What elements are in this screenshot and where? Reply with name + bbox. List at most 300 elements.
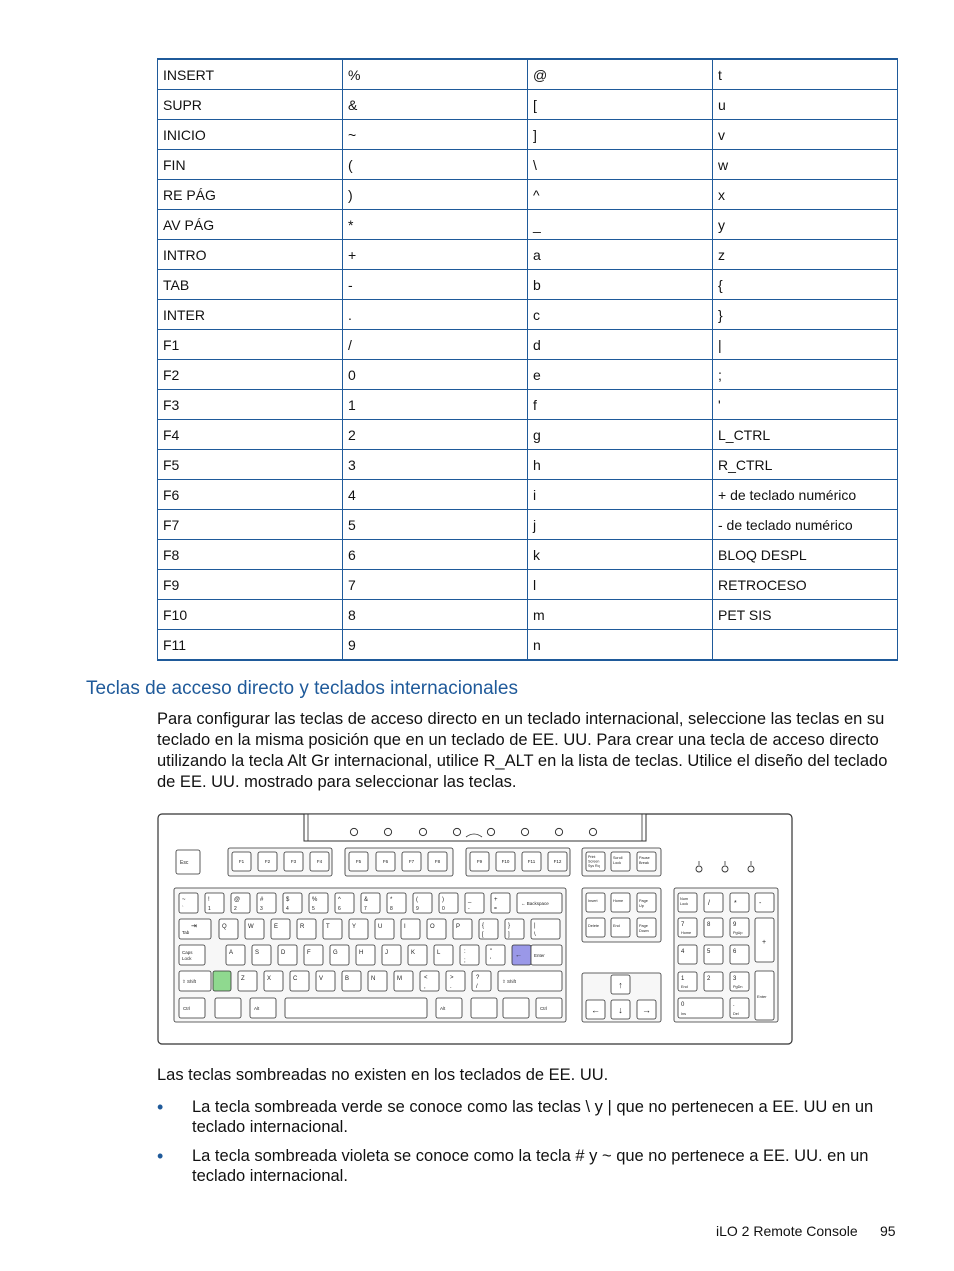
- key-numpad-enter: [755, 971, 774, 1020]
- key-legend: Enter: [534, 953, 545, 958]
- table-row: [158, 270, 898, 300]
- key-legend: N: [371, 976, 376, 982]
- key-number-row: [231, 893, 250, 913]
- key-legend: P: [456, 924, 461, 930]
- key-legend: .: [733, 1002, 735, 1008]
- table-row: [158, 360, 898, 390]
- table-cell: [713, 630, 898, 661]
- key-numpad-digit: [704, 918, 723, 937]
- key-legend: _: [468, 897, 472, 903]
- key-legend: Home: [613, 899, 624, 903]
- table-cell: e: [528, 360, 713, 390]
- key-legend: Pause: [639, 856, 650, 860]
- key-legend: 3: [733, 976, 737, 982]
- table-row: [158, 330, 898, 360]
- key-legend: 5: [707, 949, 711, 955]
- key-legend: PgDn: [733, 985, 743, 989]
- key-menu: [503, 998, 529, 1018]
- key-arrow-left: [586, 1000, 605, 1019]
- key-numpad-digit: [730, 945, 749, 964]
- keys-table-body: [158, 59, 898, 660]
- key-legend: Ctrl: [183, 1006, 190, 1011]
- key-f8: [428, 852, 447, 871]
- key-f9: [470, 852, 489, 871]
- key-shape: [472, 971, 491, 991]
- key-numpad-digit: [730, 918, 749, 937]
- table-cell: BLOQ DESPL: [713, 540, 898, 570]
- table-row: [158, 450, 898, 480]
- key-legend: 1: [208, 906, 211, 912]
- key-legend: (: [416, 897, 418, 903]
- key-shape: [471, 998, 497, 1018]
- key-legend: F8: [434, 859, 441, 864]
- key-punctuation: [486, 945, 505, 965]
- key-numpad-operator: [730, 893, 749, 912]
- key-insert: [586, 893, 605, 912]
- table-cell: c: [528, 300, 713, 330]
- key-legend: D: [281, 950, 286, 956]
- table-cell: b: [528, 270, 713, 300]
- key-legend: F10: [501, 859, 510, 864]
- key-backspace: [517, 893, 562, 913]
- table-cell: @: [528, 59, 713, 90]
- table-cell: \: [528, 150, 713, 180]
- key-punctuation: [420, 971, 439, 991]
- table-cell: u: [713, 90, 898, 120]
- key-legend: A: [229, 950, 234, 956]
- table-cell: INTER: [158, 300, 343, 330]
- table-cell: F11: [158, 630, 343, 661]
- key-letter: [323, 919, 342, 939]
- table-cell: F9: [158, 570, 343, 600]
- key-legend: Del: [733, 1012, 739, 1016]
- key-letter: [375, 919, 394, 939]
- table-cell: /: [343, 330, 528, 360]
- table-cell: _: [528, 210, 713, 240]
- key-f10: [496, 852, 515, 871]
- table-row: [158, 300, 898, 330]
- key-legend: ": [490, 949, 493, 955]
- key-shape: [285, 998, 427, 1018]
- key-number-row: [179, 893, 198, 913]
- table-cell: F4: [158, 420, 343, 450]
- key-legend: R: [300, 924, 305, 930]
- key-numpad-digit: [678, 972, 697, 991]
- key-legend: 7: [681, 922, 685, 928]
- key-legend: 3: [260, 906, 263, 912]
- key-legend: 6: [733, 949, 737, 955]
- table-cell: 3: [343, 450, 528, 480]
- key-legend: 0: [442, 906, 445, 912]
- key-legend: =: [494, 906, 497, 912]
- table-cell: m: [528, 600, 713, 630]
- key-legend: !: [208, 897, 210, 903]
- table-cell: g: [528, 420, 713, 450]
- table-row: [158, 510, 898, 540]
- key-arrow-down: [611, 1000, 630, 1019]
- key-f12: [548, 852, 567, 871]
- table-cell: L_CTRL: [713, 420, 898, 450]
- key-legend: E: [274, 924, 279, 930]
- key-letter: [304, 945, 323, 965]
- table-cell: RE PÁG: [158, 180, 343, 210]
- key-legend: Lock: [182, 956, 192, 961]
- key-shape: [704, 893, 723, 912]
- key-legend: Page: [639, 924, 648, 928]
- key-legend: V: [319, 976, 324, 982]
- key-tab: [179, 919, 211, 939]
- key-legend: Y: [352, 924, 357, 930]
- key-legend: >: [450, 975, 454, 981]
- key-legend: F12: [553, 859, 562, 864]
- key-legend: }: [508, 923, 511, 929]
- key-legend: F3: [290, 859, 297, 864]
- key-letter: [271, 919, 290, 939]
- table-cell: +: [343, 240, 528, 270]
- key-international-backslash-green: [213, 971, 231, 991]
- table-cell: F10: [158, 600, 343, 630]
- key-legend: Num: [680, 897, 689, 901]
- key-legend: W: [248, 924, 254, 930]
- key-caps-lock: [179, 945, 205, 965]
- table-cell: }: [713, 300, 898, 330]
- key-f6: [376, 852, 395, 871]
- key-legend: Screen: [588, 859, 600, 864]
- key-f7: [402, 852, 421, 871]
- key-legend: Z: [241, 976, 245, 982]
- key-number-row: [491, 893, 510, 913]
- key-shape: [503, 998, 529, 1018]
- arrow-left-icon: ←: [591, 1005, 600, 1015]
- table-row: [158, 420, 898, 450]
- table-cell: 0: [343, 360, 528, 390]
- key-legend: ': [490, 958, 492, 964]
- key-legend: J: [385, 950, 388, 956]
- key-print-screen: [586, 852, 605, 871]
- bullet-marker: •: [157, 1146, 164, 1166]
- key-letter: [290, 971, 309, 991]
- key-letter: [394, 971, 413, 991]
- key-legend: K: [411, 950, 416, 956]
- table-cell: RETROCESO: [713, 570, 898, 600]
- table-row: [158, 600, 898, 630]
- key-letter: [316, 971, 335, 991]
- key-scroll-lock: [611, 852, 630, 871]
- table-cell: y: [713, 210, 898, 240]
- table-cell: ]: [528, 120, 713, 150]
- panel-button-icon: [419, 828, 426, 835]
- key-legend: Caps: [182, 950, 193, 955]
- table-cell: f: [528, 390, 713, 420]
- key-legend: :: [464, 949, 466, 955]
- key-legend: ]: [508, 932, 510, 938]
- table-cell: INICIO: [158, 120, 343, 150]
- key-legend: &: [364, 897, 369, 903]
- key-legend: F9: [476, 859, 483, 864]
- key-ctrl-right: [536, 998, 562, 1018]
- table-cell: w: [713, 150, 898, 180]
- table-cell: F2: [158, 360, 343, 390]
- key-letter: [427, 919, 446, 939]
- key-legend: End: [613, 924, 620, 928]
- key-legend: Ctrl: [540, 1006, 547, 1011]
- key-legend: Page: [639, 899, 648, 903]
- table-cell: l: [528, 570, 713, 600]
- table-cell: 4: [343, 480, 528, 510]
- key-windows-left: [215, 998, 241, 1018]
- key-letter: [434, 945, 453, 965]
- key-legend: ^: [338, 897, 341, 903]
- key-letter: [278, 945, 297, 965]
- key-letter: [356, 945, 375, 965]
- key-legend: @: [234, 897, 241, 903]
- key-punctuation: [446, 971, 465, 991]
- key-legend: |: [534, 923, 536, 929]
- key-legend: F: [307, 950, 311, 956]
- key-legend: 8: [390, 906, 393, 912]
- key-legend: ): [442, 897, 444, 903]
- key-legend: 8: [707, 922, 711, 928]
- key-number-row: [439, 893, 458, 913]
- key-ctrl-left: [179, 998, 205, 1018]
- arrow-down-icon: ↓: [618, 1005, 623, 1015]
- table-cell: ~: [343, 120, 528, 150]
- table-cell: t: [713, 59, 898, 90]
- key-f2: [258, 852, 277, 871]
- key-legend: L: [437, 950, 441, 956]
- panel-button-icon: [453, 828, 460, 835]
- key-shape: [179, 945, 205, 965]
- panel-button-icon: [350, 828, 357, 835]
- table-row: [158, 90, 898, 120]
- key-numpad-plus: [755, 918, 774, 962]
- key-legend: F4: [316, 859, 323, 864]
- key-shape: [446, 971, 465, 991]
- key-legend: Insert: [588, 899, 598, 903]
- table-row: [158, 150, 898, 180]
- led-indicator-icon: [748, 866, 754, 872]
- key-numpad-digit: [678, 918, 697, 937]
- key-letter: [219, 919, 238, 939]
- table-row: [158, 59, 898, 90]
- key-legend: 4: [286, 906, 289, 912]
- key-legend: F5: [355, 859, 362, 864]
- key-number-row: [387, 893, 406, 913]
- key-legend: 9: [733, 922, 737, 928]
- key-legend: Esc: [180, 860, 189, 866]
- key-letter: [297, 919, 316, 939]
- key-legend: {: [482, 923, 485, 929]
- panel-button-icon: [589, 828, 596, 835]
- key-legend: Delete: [588, 924, 599, 928]
- key-page-down: [637, 918, 656, 937]
- key-legend: ?: [476, 975, 480, 981]
- table-cell: ^: [528, 180, 713, 210]
- bullet-marker: •: [157, 1097, 164, 1117]
- key-legend: 7: [364, 906, 367, 912]
- table-cell: 6: [343, 540, 528, 570]
- table-cell: j: [528, 510, 713, 540]
- key-letter: [382, 945, 401, 965]
- key-legend: Ins: [681, 1012, 687, 1016]
- key-legend: B: [345, 976, 350, 982]
- key-legend: Enter: [757, 994, 767, 999]
- table-cell: TAB: [158, 270, 343, 300]
- table-cell: [: [528, 90, 713, 120]
- key-shape: [730, 893, 749, 912]
- key-legend: G: [333, 950, 338, 956]
- key-f11: [522, 852, 541, 871]
- key-number-row: [361, 893, 380, 913]
- key-number-row: [465, 893, 484, 913]
- bullet-text: La tecla sombreada violeta se conoce como la tecla # y ~ que no pertenece a EE. UU. en un teclado internacional.: [192, 1147, 869, 1185]
- panel-button-icon: [521, 828, 528, 835]
- key-f1: [232, 852, 251, 871]
- table-row: [158, 210, 898, 240]
- key-legend: 5: [312, 906, 315, 912]
- key-legend: *: [734, 900, 737, 907]
- key-legend: I: [404, 924, 406, 930]
- table-cell: d: [528, 330, 713, 360]
- key-legend: Print: [588, 855, 596, 859]
- key-letter: [368, 971, 387, 991]
- key-numpad-digit: [730, 972, 749, 991]
- key-legend: Home: [681, 931, 692, 935]
- table-cell: &: [343, 90, 528, 120]
- key-numpad-digit: [678, 945, 697, 964]
- table-cell: F5: [158, 450, 343, 480]
- table-cell: F8: [158, 540, 343, 570]
- key-f4: [310, 852, 329, 871]
- table-cell: -: [343, 270, 528, 300]
- key-legend: 2: [234, 906, 237, 912]
- key-esc: [176, 850, 200, 874]
- key-legend: ,: [424, 984, 426, 990]
- table-cell: ;: [713, 360, 898, 390]
- key-number-row: [257, 893, 276, 913]
- key-legend: -: [468, 906, 470, 912]
- key-numpad-zero: [678, 998, 723, 1018]
- key-legend: End: [681, 985, 688, 989]
- key-legend: O: [430, 924, 435, 930]
- key-shape: [215, 998, 241, 1018]
- key-legend: *: [390, 897, 393, 903]
- key-legend: Q: [222, 924, 227, 930]
- us-keyboard-diagram: [157, 813, 793, 1045]
- key-legend: /: [476, 984, 478, 990]
- key-legend: %: [312, 897, 318, 903]
- key-enter: [531, 945, 562, 965]
- intro-paragraph: Para configurar las teclas de acceso directo en un teclado internacional, seleccione las teclas en su teclado en la misma posición que en un teclado de EE. UU. Para crear una tecla de acceso directo utilizando la tecla Alt Gr internacional, utilice R_ALT en la lista de teclas. Utilice el diseño del teclado de EE. UU. mostrado para seleccionar las teclas.: [157, 710, 888, 791]
- table-cell: 8: [343, 600, 528, 630]
- key-legend: F6: [382, 859, 389, 864]
- key-letter: [330, 945, 349, 965]
- table-cell: INSERT: [158, 59, 343, 90]
- table-cell: |: [713, 330, 898, 360]
- table-cell: 2: [343, 420, 528, 450]
- table-row: [158, 240, 898, 270]
- key-delete: [586, 918, 605, 937]
- table-row: [158, 390, 898, 420]
- key-legend: Alt: [440, 1006, 446, 1011]
- key-f5: [349, 852, 368, 871]
- page-number: 95: [880, 1223, 896, 1239]
- key-number-row: [205, 893, 224, 913]
- key-numpad-operator: [755, 893, 774, 912]
- key-legend: 6: [338, 906, 341, 912]
- key-international-hash-violet: [512, 945, 531, 965]
- arrow-right-icon: →: [642, 1005, 651, 1015]
- key-legend: Lock: [680, 902, 689, 906]
- key-f3: [284, 852, 303, 871]
- table-cell: (: [343, 150, 528, 180]
- key-pause: [637, 852, 656, 871]
- key-legend: Down: [639, 929, 649, 933]
- table-cell: 7: [343, 570, 528, 600]
- keys-table: [157, 58, 898, 661]
- key-legend: [: [482, 932, 484, 938]
- key-legend: ;: [464, 958, 466, 964]
- table-cell: - de teclado numérico: [713, 510, 898, 540]
- shaded-keys-note: Las teclas sombreadas no existen en los teclados de EE. UU.: [157, 1066, 609, 1084]
- key-legend: S: [255, 950, 260, 956]
- table-row: [158, 570, 898, 600]
- section-title: Teclas de acceso directo y teclados internacionales: [86, 678, 518, 699]
- key-number-row: [413, 893, 432, 913]
- key-numpad-digit: [704, 972, 723, 991]
- table-row: [158, 630, 898, 661]
- table-cell: PET SIS: [713, 600, 898, 630]
- table-cell: INTRO: [158, 240, 343, 270]
- table-cell: F3: [158, 390, 343, 420]
- keyboard-drawing: [158, 814, 792, 1044]
- table-cell: .: [343, 300, 528, 330]
- table-row: [158, 480, 898, 510]
- table-cell: x: [713, 180, 898, 210]
- bullet-text: La tecla sombreada verde se conoce como las teclas \ y | que no pertenecen a EE. UU en un teclado internacional.: [192, 1098, 874, 1136]
- key-punctuation: [531, 919, 560, 939]
- enter-arrow-icon: ←: [515, 952, 522, 959]
- key-letter: [264, 971, 283, 991]
- table-cell: z: [713, 240, 898, 270]
- key-legend: ⇧ Shift: [502, 979, 517, 984]
- table-cell: *: [343, 210, 528, 240]
- arrow-up-icon: ↑: [618, 980, 623, 990]
- key-legend: /: [708, 900, 710, 907]
- key-legend: Scroll: [613, 856, 623, 860]
- table-cell: R_CTRL: [713, 450, 898, 480]
- table-cell: i: [528, 480, 713, 510]
- key-legend: Up: [639, 904, 644, 908]
- key-end: [611, 918, 630, 937]
- table-cell: F7: [158, 510, 343, 540]
- key-letter: [401, 919, 420, 939]
- table-cell: n: [528, 630, 713, 661]
- key-legend: F11: [527, 859, 536, 864]
- key-legend: F7: [408, 859, 415, 864]
- table-cell: {: [713, 270, 898, 300]
- key-numpad-operator: [704, 893, 723, 912]
- key-shape: [460, 945, 479, 965]
- key-legend: +: [762, 939, 767, 946]
- panel-button-icon: [555, 828, 562, 835]
- key-legend: +: [494, 897, 498, 903]
- table-cell: FIN: [158, 150, 343, 180]
- key-shift-left: [179, 971, 211, 991]
- key-alt-right: [436, 998, 462, 1018]
- key-legend: H: [359, 950, 364, 956]
- key-legend: 9: [416, 906, 419, 912]
